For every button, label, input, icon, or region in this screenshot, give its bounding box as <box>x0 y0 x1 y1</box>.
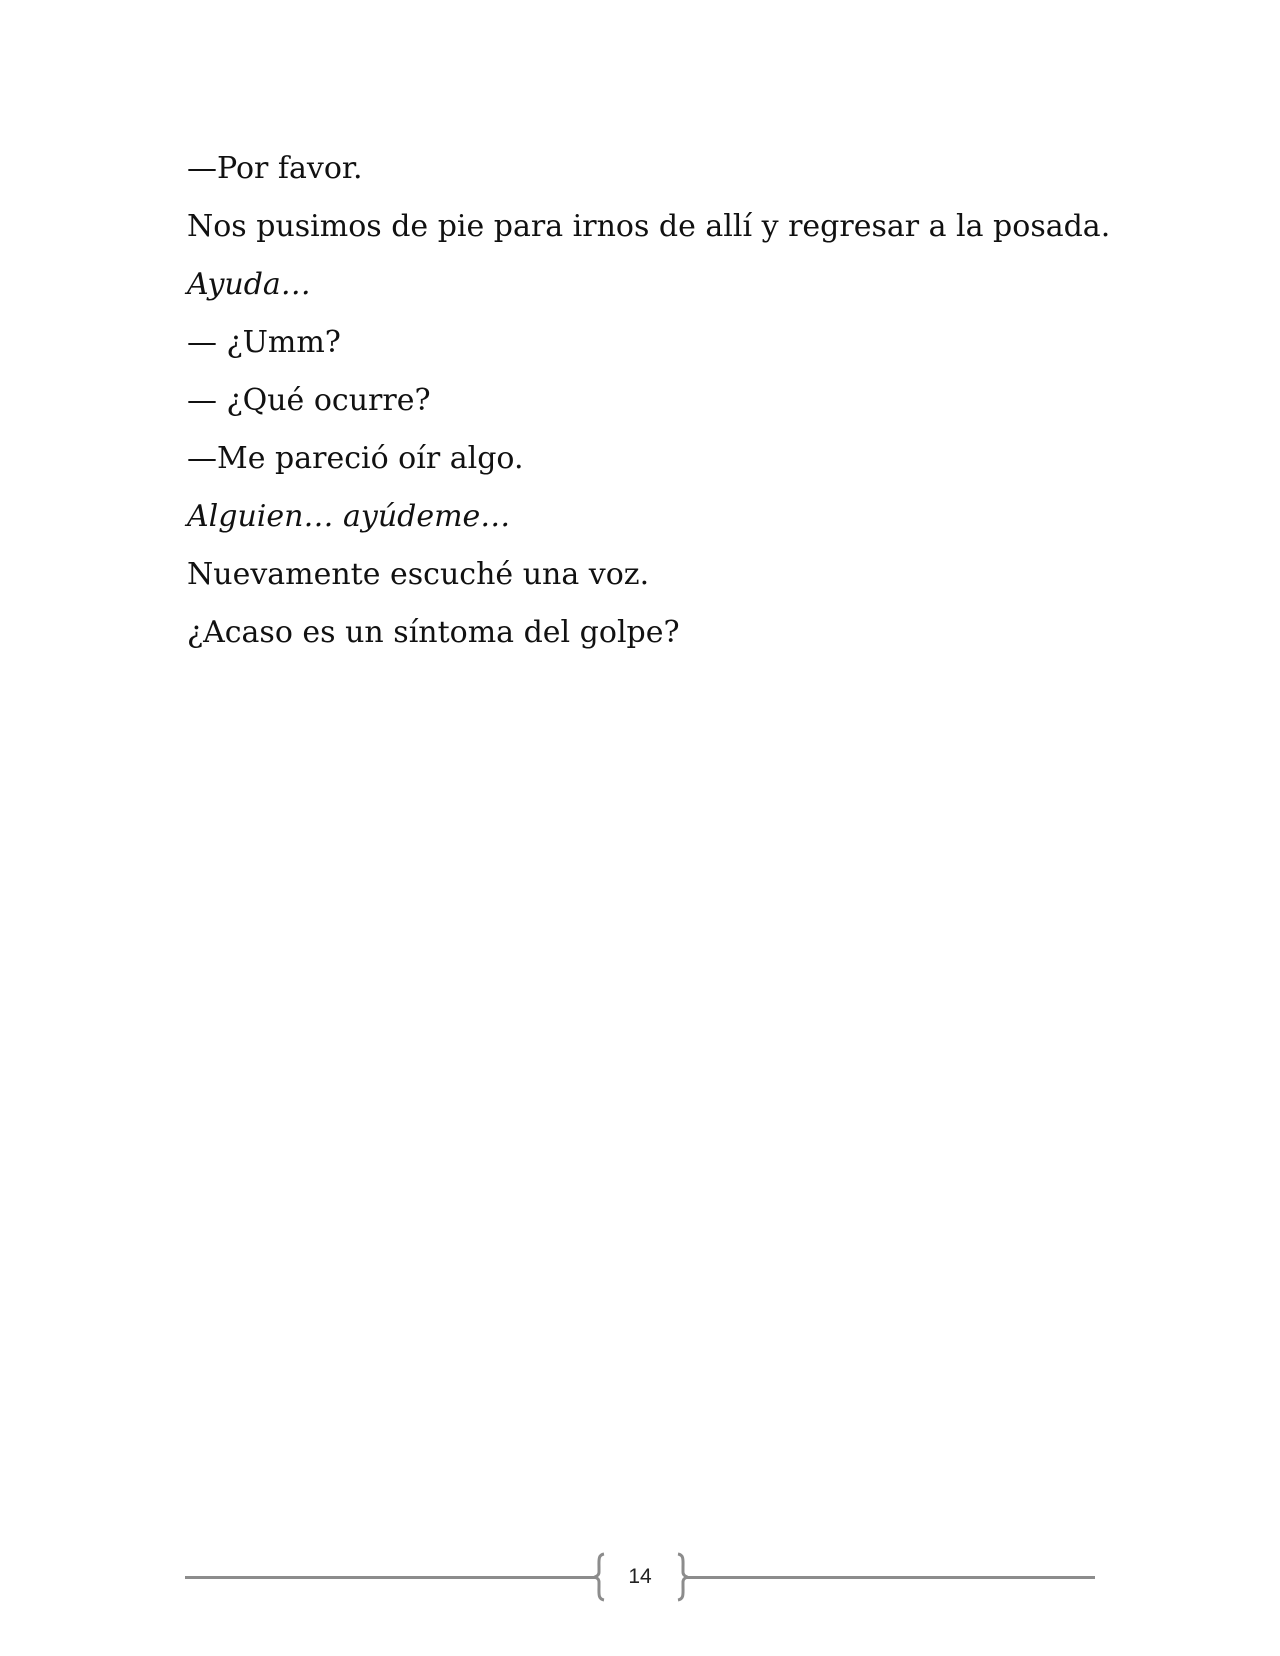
footer-rule-left <box>185 1576 597 1579</box>
italic-voice-line: Alguien… ayúdeme… <box>187 499 511 534</box>
page-footer <box>185 1552 1095 1602</box>
body-text <box>187 140 1127 662</box>
dialogue-line: — ¿Umm? <box>187 325 341 360</box>
narration-line: ¿Acaso es un síntoma del golpe? <box>187 615 680 650</box>
left-brace-icon <box>593 1552 607 1602</box>
narration-line: Nos pusimos de pie para irnos de allí y regresar a la posada. <box>187 209 1111 244</box>
narration-line: Nuevamente escuché una voz. <box>187 557 650 592</box>
page-number: 14 <box>628 1565 652 1588</box>
footer-rule-right <box>684 1576 1095 1579</box>
dialogue-line: —Me pareció oír algo. <box>187 441 524 476</box>
dialogue-line: — ¿Qué ocurre? <box>187 383 431 418</box>
italic-voice-line: Ayuda… <box>187 267 311 302</box>
dialogue-line: —Por favor. <box>187 151 363 186</box>
